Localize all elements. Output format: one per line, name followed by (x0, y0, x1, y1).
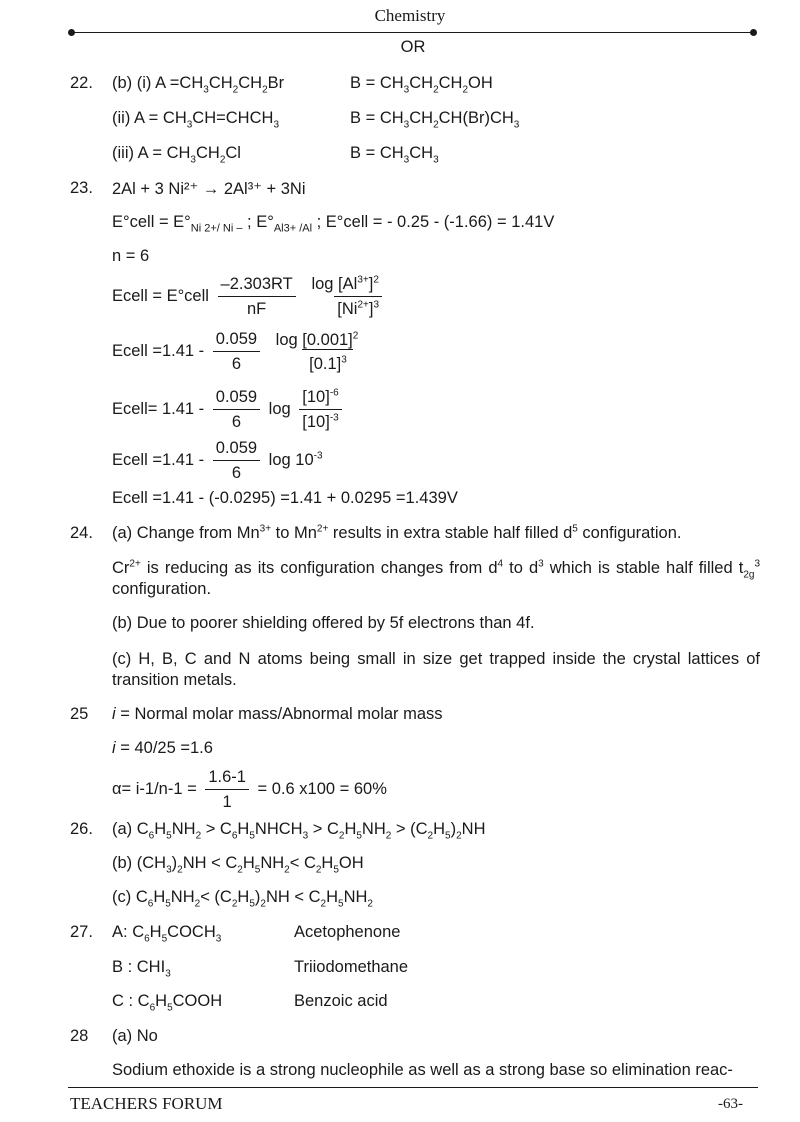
footer-publication: TEACHERS FORUM (70, 1094, 223, 1113)
q27-row-a-name: Acetophenone (294, 923, 401, 941)
q23-ecell-standard: E°cell = $E^\circ_{Ni 2+/ Ni -}$ ; $E^\circ_{Al3+ /Al}$ ; E°cell = - 0.25 - (-1.66) = 1.41V (112, 213, 555, 235)
q28-text: Sodium ethoxide is a strong nucleophile as well as a strong base so elimination reac- (112, 1061, 733, 1079)
q27-row-b-formula: B : $CHI_3$ (112, 958, 171, 980)
q25-value: i = 40/25 =1.6 (112, 739, 213, 757)
q23-reaction: 2Al + 3 Ni²⁺ → 2Al³⁺ + 3Ni (112, 180, 306, 198)
q22-i-a: (b) (i) $A =CH_3CH_2CH_2Br$ (112, 74, 285, 96)
running-header: Chemistry (374, 6, 446, 25)
q24-number: 24. (70, 524, 93, 542)
q23-final: Ecell =1.41 - (-0.0295) =1.41 + 0.0295 =1.439V (112, 489, 458, 507)
q23-step-1: Ecell =1.41 - $\frac{0.059}{6}$ $\log [0.001]^2$ $[0.1]^3$ (112, 327, 365, 376)
q25-number: 25 (70, 705, 89, 723)
q24-cr: $Cr^{2+}$ is reducing as its configuration changes from $d^4$ to $d^3$ which is stable half filled $t_{2g}^3$ configuration. (112, 558, 760, 598)
q25-alpha: α= i-1/n-1 = $\frac{1.6-1}{1}$ = 0.6 x100 = 60% (112, 765, 387, 814)
q23-step-3: Ecell =1.41 - $\frac{0.059}{6}$ $\log 10^{-3}$ (112, 436, 323, 485)
header-rule (72, 32, 754, 33)
q22-ii-b: $B = CH_3CH_2CH(Br)CH_3$ (350, 109, 520, 131)
q28-number: 28 (70, 1027, 89, 1045)
q22-number: 22. (70, 74, 93, 92)
q23-step-2: Ecell= 1.41 - $\frac{0.059}{6}$ log $\frac{[10]^{-6}}{[10]^{-3}}$ (112, 385, 346, 434)
q25-definition: i = Normal molar mass/Abnormal molar mass (112, 705, 443, 723)
rule-right-dot (750, 29, 757, 36)
q24-a: (a) Change from $Mn^{3+}$ to $Mn^{2+}$ results in extra stable half filled $d^5$ configuration. (112, 523, 682, 542)
q22-iii-a: (iii) $A = CH_3CH_2Cl$ (112, 144, 241, 166)
q22-ii-a: (ii) $A = CH_3CH=CHCH_3$ (112, 109, 279, 131)
q27-row-a-formula: A: $C_6H_5COCH_3$ (112, 923, 222, 945)
q27-row-c-formula: C : $C_6H_5COOH$ (112, 992, 223, 1014)
q27-row-c-name: Benzoic acid (294, 992, 388, 1010)
footer-rule (68, 1087, 758, 1088)
q24-c: (c) H, B, C and N atoms being small in size get trapped inside the crystal lattices of transition metals. (112, 650, 760, 689)
q28-a: (a) No (112, 1027, 158, 1045)
or-label: OR (400, 38, 426, 56)
q27-row-b-name: Triiodomethane (294, 958, 409, 976)
q23-number: 23. (70, 179, 93, 197)
q23-nernst-equation: Ecell = E°cell $\frac{-2.303RT}{nF}$ $\frac{\log [Al^{3+}]^2}{[Ni^{2+}]^3}$ (112, 272, 386, 321)
q26-c: (c) $C_6H_5NH_2< (C_2H_5)_2NH < C_2H_5NH_2$ (112, 888, 373, 910)
q26-number: 26. (70, 820, 93, 838)
q26-b: (b) $(CH_3)_2NH < C_2H_5NH_2< C_2H_5OH$ (112, 854, 364, 876)
q22-i-b: $B = CH_3CH_2CH_2OH$ (350, 74, 493, 96)
page-number: -63- (718, 1096, 743, 1112)
q24-b: (b) Due to poorer shielding offered by 5f electrons than 4f. (112, 614, 535, 632)
q26-a: (a) $C_6H_5NH_2$ > $C_6H_5NHCH_3 > C_2H_5NH_2 > (C_2H_5)_2NH$ (112, 820, 486, 842)
q23-n-value: n = 6 (112, 247, 150, 265)
q22-iii-b: $B = CH_3CH_3$ (350, 144, 439, 166)
q27-number: 27. (70, 923, 93, 941)
